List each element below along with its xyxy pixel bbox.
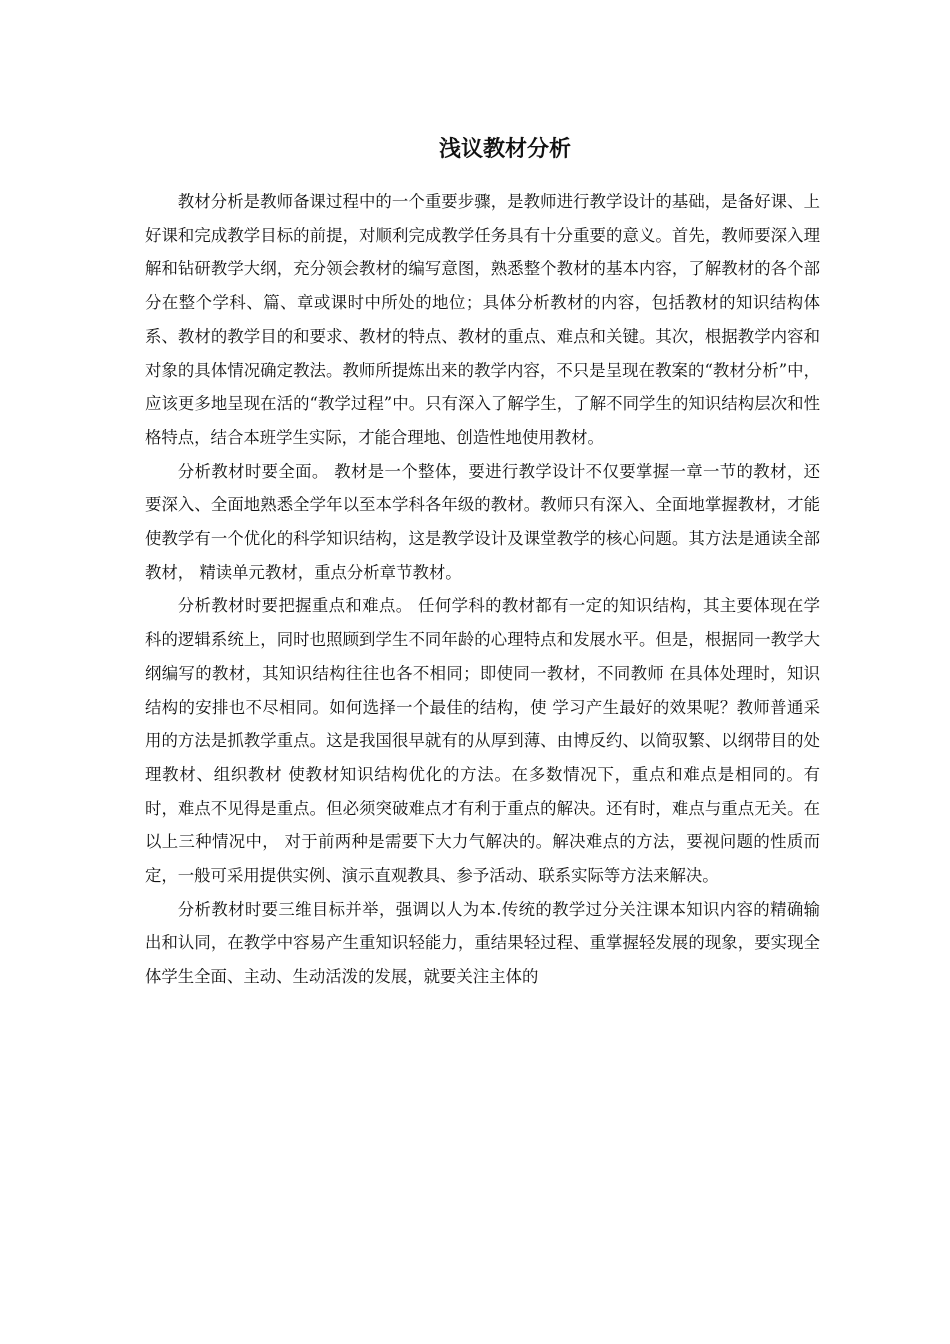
paragraph-intro: 教材分析是教师备课过程中的一个重要步骤，是教师进行教学设计的基础，是备好课、上好课和完成教学目标的前提，对顺利完成教学任务具有十分重要的意义。首先，教师要深入理解和钻研教学大纲，充分领会教材的编写意图，熟悉整个教材的基本内容，了解教材的各个部分在整个学科、篇、章或课时中所处的地位；具体分析教材的内容，包括教材的知识结构体系、教材的教学目的和要求、教材的特点、教材的重点、难点和关键。其次，根据教学内容和对象的具体情况确定教法。教师所提炼出来的教学内容，不只是呈现在教案的“教材分析”中，应该更多地呈现在活的“教学过程”中。只有深入了解学生，了解不同学生的知识结构层次和性格特点，结合本班学生实际，才能合理地、创造性地使用教材。 [145,192,820,447]
paragraph-comprehensive: 分析教材时要全面。 教材是一个整体，要进行教学设计不仅要掌握一章一节的教材，还要深入、全面地熟悉全学年以至本学科各年级的教材。教师只有深入、全面地掌握教材，才能使教学有一个优化的科学知识结构，这是教学设计及课堂教学的核心问题。其方法是通读全部教材， 精读单元教材，重点分析章节教材。 [145,461,820,582]
paragraph-three-dimensional-goals: 分析教材时要三维目标并举，强调以人为本.传统的教学过分关注课本知识内容的精确输出和认同，在教学中容易产生重知识轻能力，重结果轻过程、重掌握轻发展的现象，要实现全体学生全面、主动、生动活泼的发展，就要关注主体的 [145,899,820,987]
document-body [145,185,820,994]
document-title: 浅议教材分析 [438,137,571,162]
paragraph-key-points: 分析教材时要把握重点和难点。 任何学科的教材都有一定的知识结构，其主要体现在学科的逻辑系统上，同时也照顾到学生不同年龄的心理特点和发展水平。但是，根据同一教学大纲编写的教材，其知识结构往往也各不相同；即使同一教材，不同教师 在具体处理时，知识结构的安排也不尽相同。如何选择一个最佳的结构，使 学习产生最好的效果呢？教师普通采用的方法是抓教学重点。这是我国很早就有的从厚到薄、由博反约、以简驭繁、以纲带目的处理教材、组织教材 使教材知识结构优化的方法。在多数情况下，重点和难点是相同的。有时，难点不见得是重点。但必须突破难点才有利于重点的解决。还有时，难点与重点无关。在以上三种情况中， 对于前两种是需要下大力气解决的。解决难点的方法，要视问题的性质而定，一般可采用提供实例、演示直观教具、参予活动、联系实际等方法来解决。 [145,596,820,886]
